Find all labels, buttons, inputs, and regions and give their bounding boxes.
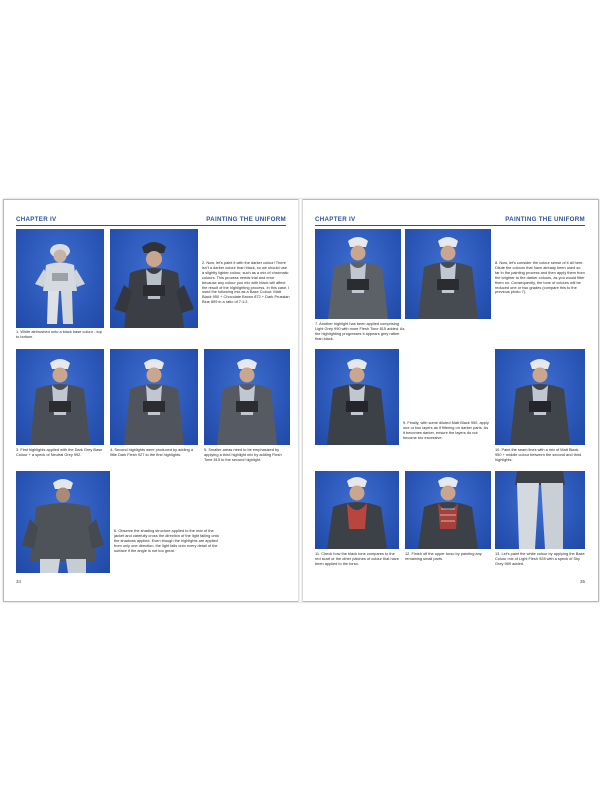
photo-13 — [495, 471, 585, 549]
caption-1: 1. White airbrushed onto a black base colour - top to bottom. — [16, 329, 102, 339]
caption-12: 12. Finish off the upper torso by painting any remaining small parts. — [405, 551, 482, 561]
section-heading: PAINTING THE UNIFORM — [206, 216, 286, 223]
photo-3 — [16, 349, 104, 445]
photo-8 — [405, 229, 491, 319]
caption-7: 7. Another highlight has been applied comprising Light Grey 990 with more Flesh Tone 815 added. As the highlighting progresses it appears grey rather than black. — [315, 321, 405, 341]
caption-9: 9. Finally, with some diluted Matt Black 950, apply one or two layers as if filtering on darker parts. As it becomes darker, ensure the layers do not become too excessive. — [403, 420, 489, 440]
caption-13: 13. Let's paint the white colour by applying the Base Colour mix of Light Flesh 928 with a speck of Sky Grey 989 added. — [495, 551, 585, 566]
caption-3: 3. First highlights applied with the Dark Grey Base Colour + a speck of Neutral Grey 992. — [16, 447, 103, 457]
right-page — [303, 199, 597, 600]
header-rule — [16, 225, 286, 226]
chapter-heading: CHAPTER IV — [16, 216, 57, 223]
photo-12 — [405, 471, 491, 549]
caption-8: 8. Now, let's consider the colour sense of it all here. Dilute the colours that have already been used so far in the painting process and then apply them from the brighter to the darker colours, as you would filter them on. Consequently, the tone of colours will be reduced one or two grades (compare this to the previous photo 7). — [495, 260, 585, 295]
photo-6 — [16, 471, 110, 573]
caption-10: 10. Paint the seam lines with a mix of Matt Black 950 + middle colour between the second and third highlights. — [495, 447, 582, 462]
caption-4: 4. Second highlights were produced by adding a little Dark Flesh 927 to the first highlights. — [110, 447, 194, 457]
caption-6: 6. Observe the shading structure applied to the rear of the jacket and carefully cross the direction of the light falling onto the shadows applied. Even though the highlights are applied from only one direction, the light falls onto every detail of the surface if the angle is not too great. — [114, 528, 219, 553]
page-number-left: 34 — [16, 579, 22, 584]
chapter-heading: CHAPTER IV — [315, 216, 356, 223]
photo-1 — [16, 229, 104, 328]
header-rule — [315, 225, 585, 226]
caption-5: 5. Smaller areas need to be emphasized by applying a third highlight mix by adding Flesh Tone 815 to the second highlight. — [204, 447, 282, 462]
photo-11 — [315, 471, 399, 549]
section-heading: PAINTING THE UNIFORM — [505, 216, 585, 223]
photo-7 — [315, 229, 401, 319]
page-number-right: 35 — [579, 579, 585, 584]
left-page — [4, 199, 298, 600]
caption-2: 2. Now, let's paint it with the darker colour! There isn't a darker colour than black, so we should use a slightly lighter colour, such as a mix of chromatic colours. This process needs trial and error because any colour you mix with black will affect the result of the highlighting process. In this case, I used the following mix as a Base Colour: Matt Black 950 + Chocolate Brown 872 + Dark Prussian Blue 899 in a ratio of 7:1:2. — [202, 260, 290, 305]
caption-11: 11. Check how the black tone compares to the red scarf or the other patches of colour that have been applied to the torso. — [315, 551, 399, 566]
photo-4 — [110, 349, 198, 445]
photo-2 — [110, 229, 198, 328]
photo-5 — [204, 349, 290, 445]
photo-9 — [315, 349, 399, 445]
photo-10 — [495, 349, 585, 445]
